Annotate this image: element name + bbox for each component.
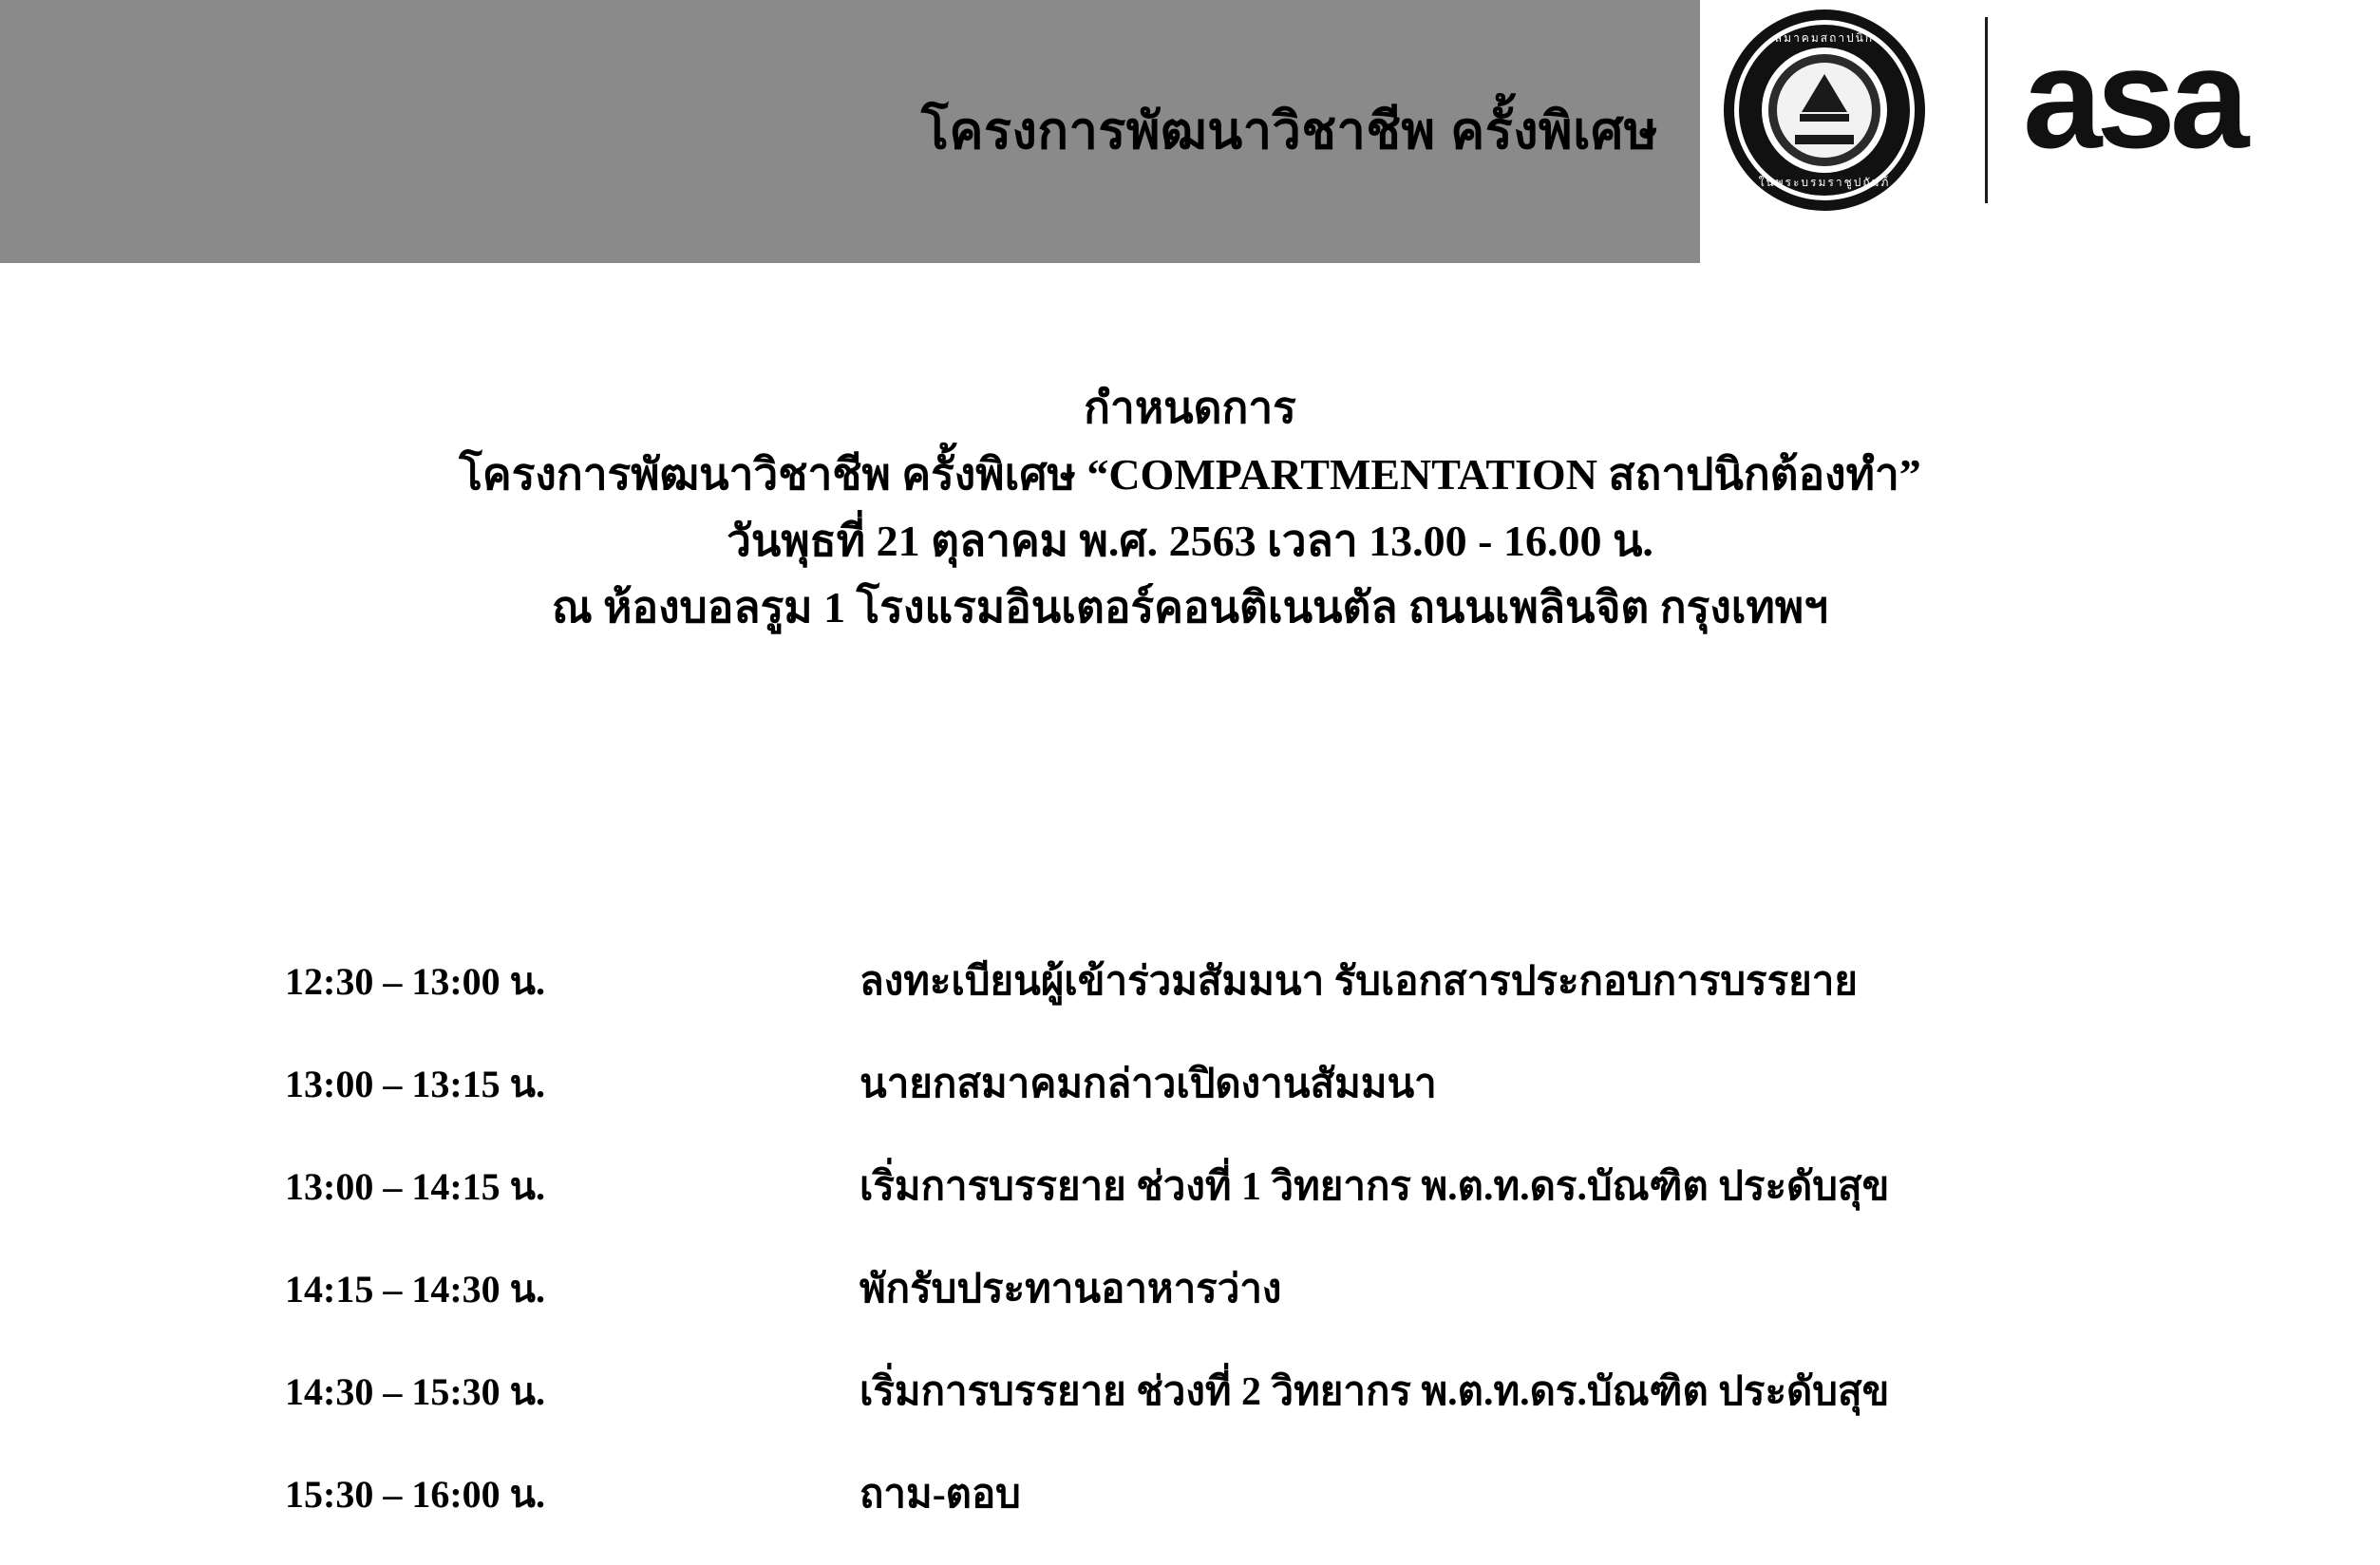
logo-zone (1700, 0, 2380, 263)
title-line-2: โครงการพัฒนาวิชาชีพ ครั้งพิเศษ “COMPARTMENTATION สถาปนิกต้องทำ” (459, 449, 1921, 499)
title-line-3: วันพุธที่ 21 ตุลาคม พ.ศ. 2563 เวลา 13.00 - 16.00 น. (727, 516, 1653, 565)
title-line-1: กำหนดการ (1084, 384, 1296, 432)
agenda-time: 15:30 – 16:00 น. (285, 1473, 545, 1516)
agenda-time: 13:00 – 13:15 น. (285, 1063, 545, 1105)
agenda-description: ลงทะเบียนผู้เข้าร่วมสัมมนา รับเอกสารประกอบการบรรยาย (859, 960, 1858, 1004)
header-banner (0, 0, 1700, 263)
title-line-4: ณ ห้องบอลรูม 1 โรงแรมอินเตอร์คอนติเนนตัล ถนนเพลินจิต กรุงเทพฯ (551, 582, 1829, 632)
agenda-description: พักรับประทานอาหารว่าง (859, 1268, 1282, 1311)
agenda-description: เริ่มการบรรยาย ช่วงที่ 2 วิทยากร พ.ต.ท.ดร.บัณฑิต ประดับสุข (859, 1370, 1890, 1414)
agenda-time: 12:30 – 13:00 น. (285, 960, 545, 1003)
seal-text-bottom: ในพระบรมราชูปถัมภ์ (1758, 176, 1891, 189)
logo-divider (1985, 17, 1988, 203)
agenda-time: 14:30 – 15:30 น. (285, 1370, 545, 1413)
agenda-description: เริ่มการบรรยาย ช่วงที่ 1 วิทยากร พ.ต.ท.ดร.บัณฑิต ประดับสุข (859, 1165, 1890, 1209)
agenda-row (285, 1360, 2241, 1423)
agenda-row (285, 1052, 2241, 1115)
document-title-block (0, 375, 2380, 641)
agenda-description: ถาม-ตอบ (859, 1473, 1021, 1517)
agenda-row (285, 1257, 2241, 1320)
agenda-row (285, 950, 2241, 1012)
agenda-description: นายกสมาคมกล่าวเปิดงานสัมมนา (859, 1063, 1437, 1106)
agenda-time: 13:00 – 14:15 น. (285, 1165, 545, 1208)
agenda-row (285, 1155, 2241, 1217)
agenda-row (285, 1462, 2241, 1525)
banner-title: โครงการพัฒนาวิชาชีพ ครั้งพิเศษ (920, 102, 1658, 160)
asa-association-seal-icon (1724, 9, 1925, 211)
agenda-time: 14:15 – 14:30 น. (285, 1268, 545, 1310)
seal-text-top: สมาคมสถาปนิก (1774, 31, 1875, 45)
asa-wordmark: asa (2023, 18, 2244, 178)
agenda-list (285, 950, 2241, 1565)
